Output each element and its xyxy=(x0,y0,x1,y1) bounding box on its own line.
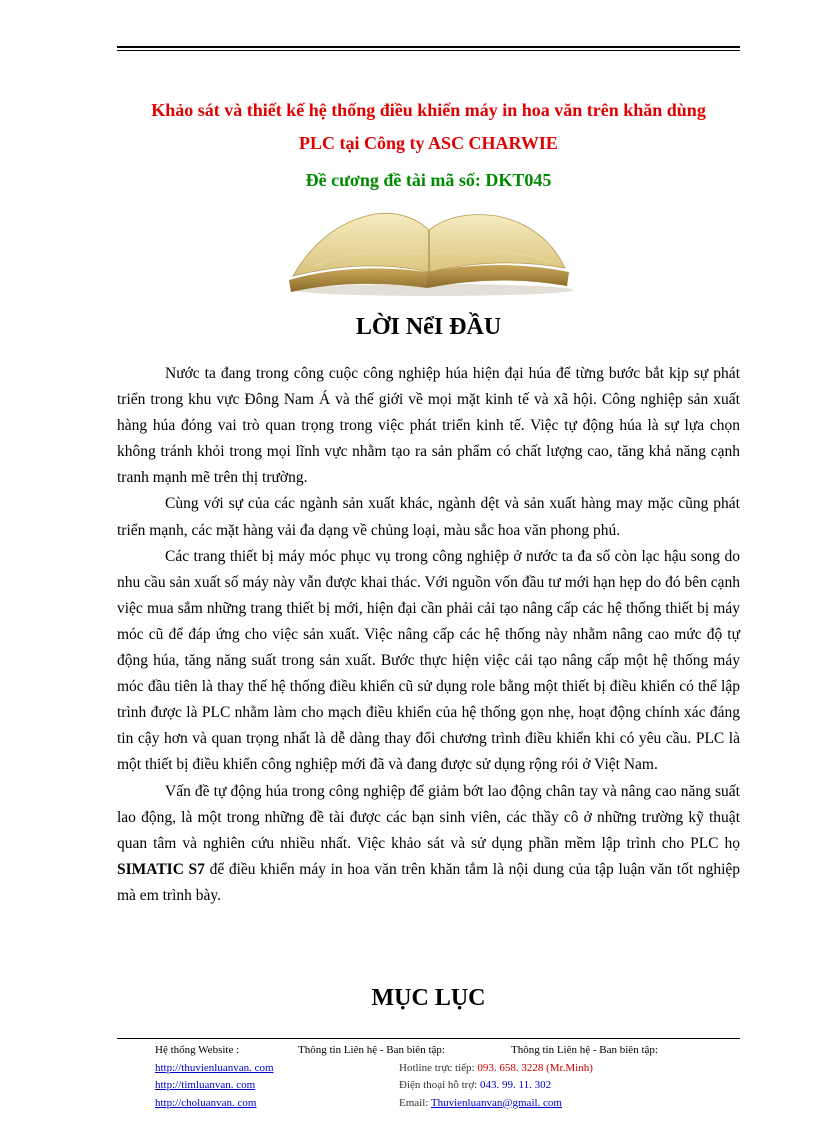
email-label: Email: xyxy=(399,1096,431,1109)
document-subtitle: Đề cương đề tài mã số: DKT045 xyxy=(305,170,552,190)
preface-paragraph: Nước ta đang trong công cuộc công nghiệp húa hiện đại húa để từng bước bắt kịp sự phát triển trong khu vực Đông Nam Á và thế giới về mọi mặt kinh tế và xã hội. Công nghiệp sản xuất hàng húa đóng vai trò quan trọng trong việc phát triển kinh tế. Việc tự động húa là sự lựa chọn không tránh khỏi trong mọi lĩnh vực nhằm tạo ra sản phẩm có chất lượng cao, tăng khả năng cạnh tranh mạnh mẽ trên thị trường. xyxy=(117,365,740,487)
open-book-illustration xyxy=(283,206,573,298)
header-rule xyxy=(117,46,740,51)
product-name: SIMATIC S7 xyxy=(117,860,205,878)
website-link[interactable]: http://thuvienluanvan. com xyxy=(155,1061,274,1074)
preface-body xyxy=(117,361,740,909)
paragraph-text: Vấn đề tự động húa trong công nghiệp để giảm bớt lao động chân tay và nâng cao năng suất lao động, là một trong những đề tài được các bạn sinh viên, các thầy cô ở những trường kỹ thuật quan tâm và nghiên cứu nhiều nhất. Việc khảo sát và sử dụng phần mềm lập trình cho PLC họ xyxy=(117,782,740,852)
footer-websites-header: Hệ thống Website : xyxy=(155,1044,240,1056)
document-title-line2: PLC tại Công ty ASC CHARWIE xyxy=(299,133,558,153)
footer-contact-header-2: Thông tin Liên hệ - Ban biên tập: xyxy=(511,1044,658,1056)
website-link[interactable]: http://choluanvan. com xyxy=(155,1096,257,1109)
hotline-label: Hotline trực tiếp: xyxy=(399,1061,478,1074)
document-title-line1: Khảo sát và thiết kế hệ thống điều khiển máy in hoa văn trên khăn dùng xyxy=(151,100,706,120)
footer-website-list xyxy=(155,1060,274,1113)
footer-rule xyxy=(117,1038,740,1039)
preface-paragraph: Các trang thiết bị máy móc phục vụ trong công nghiệp ở nước ta đa số còn lạc hậu song do nhu cầu sản xuất số máy này vẫn được khai thác. Với nguồn vốn đầu tư mới hạn hẹp do đó bên cạnh việc mua sắm những trang thiết bị mới, hiện đại cần phải cải tạo nâng cấp các hệ thống thiết bị máy móc cũ để đáp ứng cho việc sản xuất. Việc nâng cấp các hệ thống này nhằm nâng cao mức độ tự động húa, tăng năng suất trong sản xuất. Bước thực hiện việc cải tạo nâng cấp một hệ thống máy móc đầu tiên là thay thế hệ thống điều khiển cũ sử dụng role bằng một thiết bị điều khiển có thể lập trình được là PLC nhằm làm cho mạch điều khiển của hệ thống gọn nhẹ, hoạt động chính xác đáng tin cậy hơn và quan trọng nhất là dễ dàng thay đổi chương trình điều khiển khi có yêu cầu. PLC là một thiết bị điều khiển công nghiệp mới đã và đang được sử dụng rộng rói ở Việt Nam. xyxy=(117,547,740,774)
hotline-value: 093. 658. 3228 (Mr.Minh) xyxy=(477,1061,593,1074)
footer-contact-info xyxy=(399,1060,593,1113)
preface-paragraph xyxy=(117,779,740,909)
preface-heading: LỜI NểI ĐẦU xyxy=(355,314,502,340)
footer-contact-header: Thông tin Liên hệ - Ban biên tập: xyxy=(298,1044,445,1056)
paragraph-text: để điều khiển máy in hoa văn trên khăn tắm là nội dung của tập luận văn tốt nghiệp mà em trình bày. xyxy=(117,860,741,904)
toc-heading: MỤC LỤC xyxy=(371,985,486,1011)
website-link[interactable]: http://timluanvan. com xyxy=(155,1079,256,1091)
preface-paragraph: Cùng với sự của các ngành sản xuất khác, ngành dệt và sản xuất hàng may mặc cũng phát triển mạnh, các mặt hàng vải đa dạng về chủng loại, màu sắc hoa văn phong phú. xyxy=(117,495,740,539)
phone-value: 043. 99. 11. 302 xyxy=(479,1079,552,1091)
phone-label: Điện thoại hỗ trợ: xyxy=(399,1079,480,1091)
email-link[interactable]: Thuvienluanvan@gmail. com xyxy=(430,1096,562,1109)
